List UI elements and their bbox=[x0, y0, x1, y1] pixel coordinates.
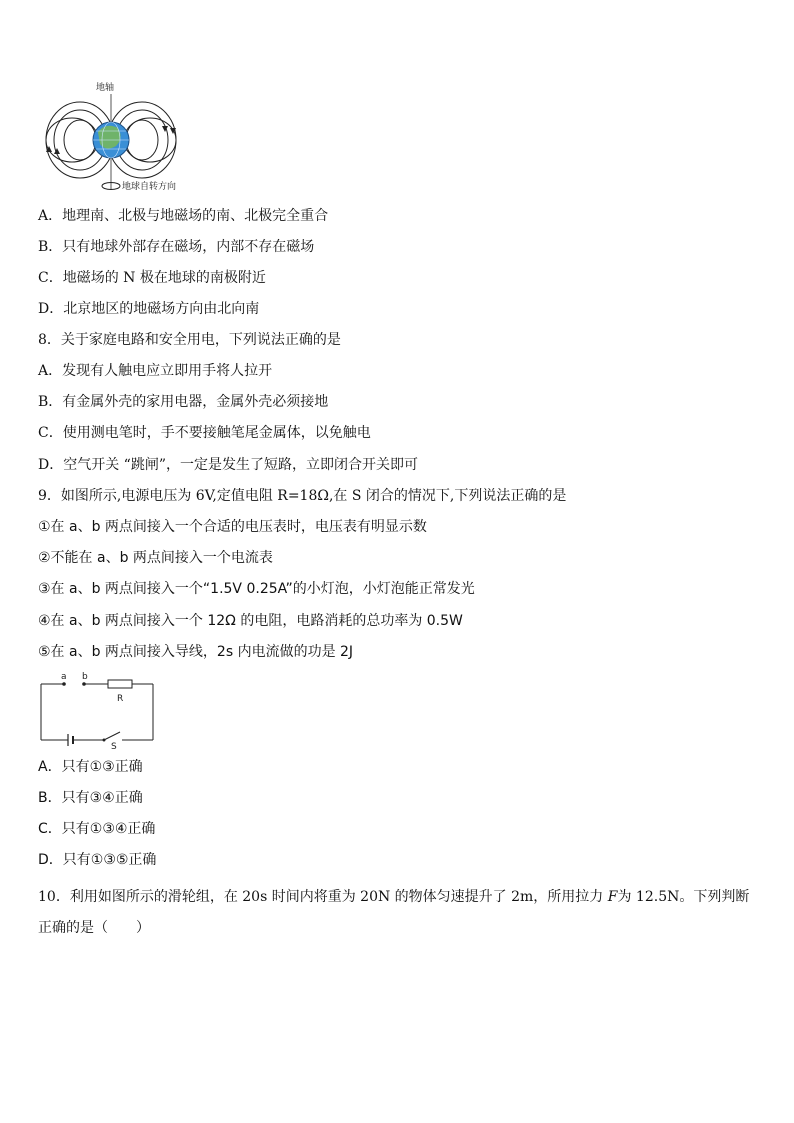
terminal-a-label: a bbox=[61, 672, 67, 682]
q10-text-part1: 10．利用如图所示的滑轮组，在 20s 时间内将重为 20N 的物体匀速提升了 2m，所用拉力 bbox=[38, 889, 608, 905]
resistor-label: R bbox=[117, 694, 124, 704]
force-symbol: F bbox=[607, 889, 618, 905]
q9-statement-2: ②不能在 a、b 两点间接入一个电流表 bbox=[38, 550, 273, 566]
q7-option-a: A．地理南、北极与地磁场的南、北极完全重合 bbox=[38, 208, 329, 224]
q9-option-d: D．只有①③⑤正确 bbox=[38, 852, 157, 868]
rotation-label: 地球自转方向 bbox=[122, 182, 177, 192]
earth-magnetic-field-figure bbox=[40, 78, 190, 198]
axis-label: 地轴 bbox=[96, 83, 115, 93]
q9-statement-3: ③在 a、b 两点间接入一个“1.5V 0.25A”的小灯泡，小灯泡能正常发光 bbox=[38, 581, 475, 597]
q9-option-c: C．只有①③④正确 bbox=[38, 821, 156, 837]
q9-statement-4: ④在 a、b 两点间接入一个 12Ω 的电阻，电路消耗的总功率为 0.5W bbox=[38, 613, 463, 629]
switch-label: S bbox=[111, 742, 117, 750]
q8-option-a: A．发现有人触电应立即用手将人拉开 bbox=[38, 363, 273, 379]
q9-option-b: B．只有③④正确 bbox=[38, 790, 143, 806]
q9-statement-5: ⑤在 a、b 两点间接入导线，2s 内电流做的功是 2J bbox=[38, 644, 354, 660]
q7-option-b: B．只有地球外部存在磁场，内部不存在磁场 bbox=[38, 239, 315, 255]
q10-stem bbox=[38, 882, 760, 944]
q8-option-b: B．有金属外壳的家用电器，金属外壳必须接地 bbox=[38, 394, 329, 410]
terminal-b-label: b bbox=[82, 672, 88, 682]
q9-statement-1: ①在 a、b 两点间接入一个合适的电压表时，电压表有明显示数 bbox=[38, 519, 427, 535]
q8-stem: 8．关于家庭电路和安全用电，下列说法正确的是 bbox=[38, 332, 341, 348]
q8-option-c: C．使用测电笔时，手不要接触笔尾金属体，以免触电 bbox=[38, 425, 371, 441]
q7-option-d: D．北京地区的地磁场方向由北向南 bbox=[38, 301, 260, 317]
q9-option-a: A．只有①③正确 bbox=[38, 759, 143, 775]
circuit-diagram bbox=[38, 672, 158, 750]
q10-text-part2: 为 12.5N。下列判断正确的是（ ） bbox=[38, 889, 750, 936]
q8-option-d: D．空气开关 “跳闸”，一定是发生了短路，立即闭合开关即可 bbox=[38, 457, 418, 473]
q7-option-c: C．地磁场的 N 极在地球的南极附近 bbox=[38, 270, 266, 286]
q9-stem: 9．如图所示,电源电压为 6V,定值电阻 R=18Ω,在 S 闭合的情况下,下列说法正确的是 bbox=[38, 488, 567, 504]
